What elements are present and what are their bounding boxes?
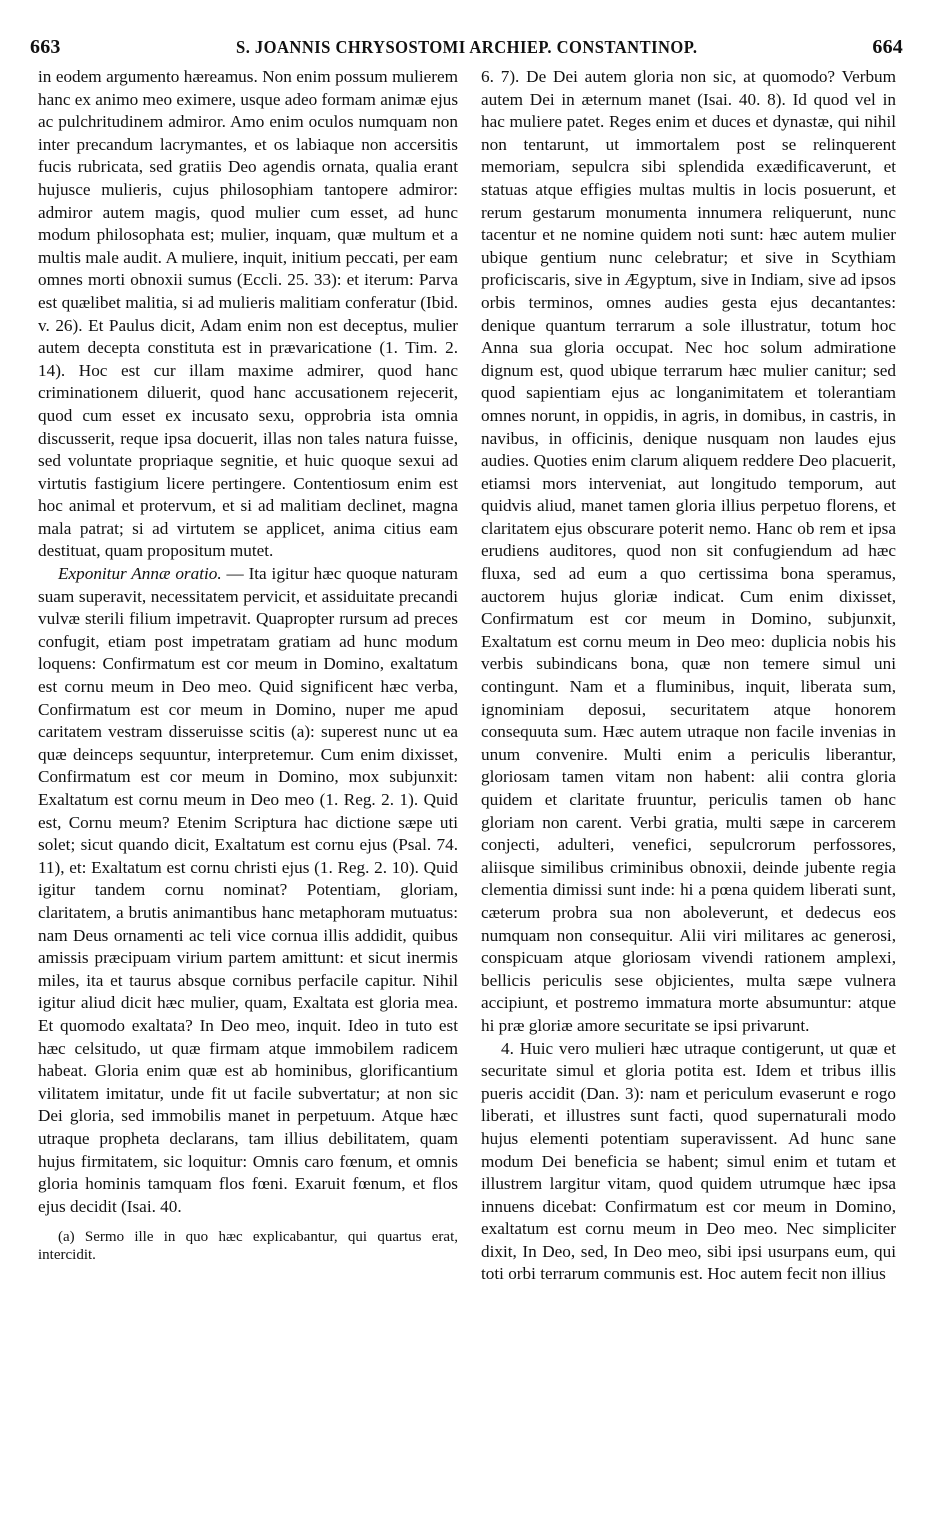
right-paragraph-1: 6. 7). De Dei autem gloria non sic, at quomodo? Verbum autem Dei in æternum manet (Isai. 40. 8). Id quod vel in hac muliere patet. Reges enim et duces et dynastæ, qui nihil non tentarunt, ut immortalem post se relinquerent memoriam, sepulcra sibi splendida exædificaverunt, et statuas atque effigies multas multis in locis posuerunt, et rerum gestarum monumenta innumera reliquerunt, nunc tacentur et ne nomine quidem noti sunt: hæc autem mulier ubique gentium nunc celebratur; et sive in Scythiam proficiscaris, sive in Ægyptum, sive in Indiam, sive ad ipsos orbis terminos, omnes audies gesta ejus decantantes: denique quantum terrarum a sole illustratur, totum hoc Anna sua gloria occupat. Nec hoc solum admiratione dignum est, quod ubique terrarum hæc mulier canitur; sed quod sapientiam ejus ac longanimitatem et tolerantiam omnes norunt, in oppidis, in agris, in domibus, in castris, in navibus, in officinis, denique nusquam non laudes ejus audies. Quoties enim clarum aliquem reddere Deo placuerit, etiamsi mors interveniat, aut longitudo temporum, aut quidvis aliud, manet tamen gloria illius perpetuo florens, et claritatem ejus obscurare poterit nemo. Hanc ob rem et ipsa erudiens auditores, quod non sit confugiendum ad hæc fluxa, sed ad eum a quo certissima bona speramus, auctorem hujus gloriæ indicat. Cum enim dixisset, Confirmatum est cor meum in Domino, subjunxit, Exaltatum est cornu meum in Deo meo: duplicia nobis his verbis subindicans bona, quæ non temere simul uni contingunt. Nam et a fluminibus, inquit, liberata sum, ignominiam deposui, securitatem atque honorem consequuta sum. Hæc autem utraque non facile invenias in unum convenire. Multi enim a periculis liberantur, gloriosam tamen vitam non habent: alii contra gloria quidem et claritate fruuntur, periculis tamen ob hanc gloriam non carent. Verbi gratia, multi sæpe in carcerem conjecti, adulteri, venefici, sepulcrorum perfossores, aliisque similibus criminibus obnoxii, deinde jubente regia clementia dimissi sunt inde: hi a pœna quidem liberati sunt, cæterum probra sua non aboleverunt, et dedecus eos numquam non consequitur. Alii viri militares ac generosi, conspicuam atque gloriosam vivendi rationem amplexi, bellicis periculis sese objicientes, multa sæpe vulnera accipiunt, et postremo immatura morte absumuntur: atque hi præ gloriæ amore securitate se ipsi privarunt. bbox=[481, 67, 896, 1035]
left-column bbox=[38, 66, 458, 1264]
left-paragraph-1: in eodem argumento hæreamus. Non enim possum mulierem hanc ex animo meo eximere, usque adeo formam animæ ejus ac pulchritudinem admiror. Amo enim oculos numquam non inter precandum lacrymantes, et os labiaque non accersitis fucis rubricata, sed gratiis Deo agendis ornata, qualia erant hujusce mulieris, cujus philosophiam tantopere admiror: admiror autem magis, quod mulier cum esset, ad hunc modum philosophata est; mulier, inquam, quæ multum et a multis male audit. A muliere, inquit, initium peccati, per eam omnes morti obnoxii sumus (Eccli. 25. 33): et iterum: Parva est quælibet malitia, si ad mulieris malitiam conferatur (Ibid. v. 26). Et Paulus dicit, Adam enim non est deceptus, mulier autem decepta constituta est in prævaricatione (1. Tim. 2. 14). Hoc est cur illam maxime admirer, quod hanc criminationem diluerit, quod hanc accusationem rejecerit, quod cum esset ex incusato sexu, opprobria ista omnia discusserit, reque ipsa docuerit, illas non tales natura fuisse, sed voluntate propriaque segnitie, et huic quoque sexui ad virtutis fastigium licere pertingere. Contentiosum enim est hoc animal et protervum, et si ad malitiam declinet, magna mala patrat; si ad virtutem se applicet, anima citius eam destituat, quam propositum mutet. bbox=[38, 67, 459, 561]
left-paragraph-2-text: — Ita igitur hæc quoque naturam suam superavit, necessitatem pervicit, et assiduitate precandi vulvæ sterili filium impetravit. Quapropter rursum ad preces confugit, etiam post impetratam gratiam ad hunc modum loquens: Confirmatum est cor meum in Domino, exaltatum est cornu meum in Deo meo. Quid significent hæc verba, Confirmatum est cor meum in Domino, nuper me apud caritatem vestram disseruisse scitis (a): superest nunc ut ea quæ deinceps sequuntur, interpretemur. Cum enim dixisset, Confirmatum est cor meum in Domino, mox subjunxit: Exaltatum est cornu meum in Deo meo (1. Reg. 2. 1). Quid est, Cornu meum? Etenim Scriptura hac dictione sæpe uti solet; sicut quando dicit, Exaltatum est cornu ejus (Psal. 74. 11), et: Exaltatum est cornu christi ejus (1. Reg. 2. 10). Quid igitur tandem cornu nominat? Potentiam, gloriam, claritatem, a brutis animantibus hanc metaphoram mutuatus: nam Deus ornamenti ac teli vice cornua illis addidit, quibus amissis præcipuam virium partem amittunt: et sicut inermis miles, ita et taurus absque cornibus perfacile capitur. Nihil igitur aliud dicit hæc mulier, quam, Exaltata est gloria mea. Et quomodo exaltata? In Deo meo, inquit. Ideo in tuto est hæc celsitudo, ut quæ firmam atque immobilem radicem habeat. Gloria enim quæ est ab hominibus, glorificantium vilitatem imitatur, unde fit ut facile subvertatur; at non sic Dei gloria, sed immobilis manet in perpetuum. Atque hæc utraque propheta declarans, tam illius debilitatem, quam hujus firmitatem, sic loquitur: Omnis caro fœnum, et omnis gloria hominis tamquam flos fœni. Exaruit fœnum, et flos ejus decidit (Isai. 40. bbox=[38, 564, 458, 1216]
left-page-number: 663 bbox=[30, 36, 61, 58]
left-paragraph-2 bbox=[38, 563, 458, 1218]
running-head bbox=[30, 36, 903, 66]
right-column bbox=[481, 66, 896, 1286]
footnote: (a) Sermo ille in quo hæc explicabantur, qui quartus erat, intercidit. bbox=[38, 1229, 458, 1264]
running-title: S. JOANNIS CHRYSOSTOMI ARCHIEP. CONSTANTINOP. bbox=[235, 37, 698, 57]
section-heading: Exponitur Annæ oratio. bbox=[58, 564, 222, 584]
right-paragraph-2: 4. Huic vero mulieri hæc utraque contigerunt, ut quæ et securitate simul et gloria potita est. Idem et tribus illis pueris accidit (Dan. 3): nam et periculum evaserunt e rogo liberati, et illustres sunt facti, quod supernaturali modo hujus elementi potentiam superavissent. Ad hunc sane modum Dei beneficia se habent; simul enim et tutam et illustrem largitur vitam, quod quidem utrumque hæc ipsa innuens dicebat: Confirmatum est cor meum in Domino, exaltatum est cornu meum in Deo meo. Nec simpliciter dixit, In Deo, sed, In Deo meo, sibi ipsi usurpans eum, qui toti orbi terrarum communis est. Hoc autem fecit non illius bbox=[481, 1038, 896, 1284]
right-page-number: 664 bbox=[872, 36, 903, 58]
